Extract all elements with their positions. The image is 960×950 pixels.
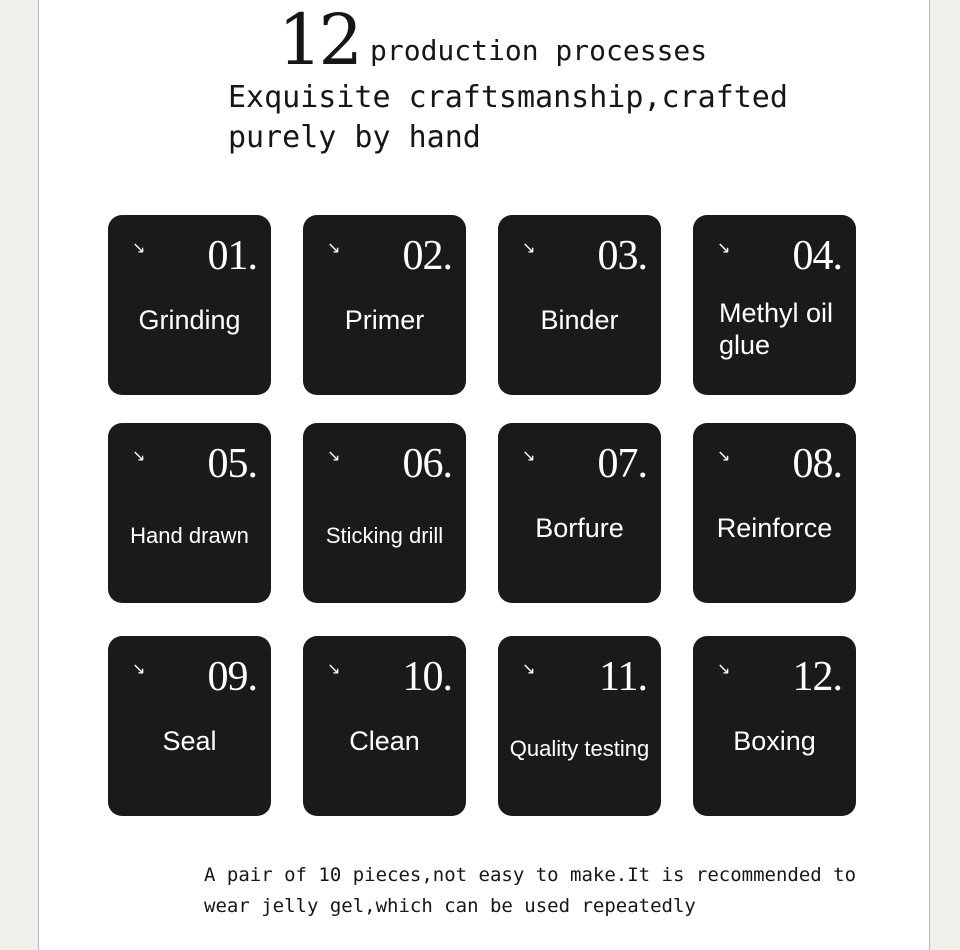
- arrow-down-right-icon: ↘: [327, 238, 341, 257]
- process-label: Binder: [540, 305, 619, 335]
- process-number: 12.: [792, 654, 842, 700]
- process-label: Seal: [162, 726, 217, 756]
- arrow-down-right-icon: ↘: [522, 446, 536, 465]
- process-number: 03.: [597, 233, 647, 279]
- process-number: 07.: [597, 441, 647, 487]
- arrow-down-right-icon: ↘: [132, 238, 146, 257]
- process-label: Grinding: [138, 305, 241, 335]
- process-card-02: [303, 215, 466, 395]
- process-label: Borfure: [535, 513, 624, 543]
- arrow-down-right-icon: ↘: [717, 659, 731, 678]
- page-title: production processes: [370, 34, 708, 67]
- process-label: Methyl oil glue: [719, 298, 834, 360]
- process-number: 11.: [599, 654, 647, 700]
- arrow-down-right-icon: ↘: [522, 659, 536, 678]
- process-card-09: [108, 636, 271, 816]
- process-card-04: [693, 215, 856, 395]
- arrow-down-right-icon: ↘: [717, 446, 731, 465]
- process-grid: [108, 215, 856, 817]
- process-number: 01.: [207, 233, 257, 279]
- arrow-down-right-icon: ↘: [132, 446, 146, 465]
- process-card-11: [498, 636, 661, 816]
- arrow-down-right-icon: ↘: [327, 446, 341, 465]
- process-number: 05.: [207, 441, 257, 487]
- process-number: 06.: [402, 441, 452, 487]
- page-subtitle: Exquisite craftsmanship,crafted purely by hand: [228, 80, 788, 155]
- process-label: Primer: [344, 305, 425, 335]
- process-card-10: [303, 636, 466, 816]
- arrow-down-right-icon: ↘: [132, 659, 146, 678]
- process-number: 02.: [402, 233, 452, 279]
- process-card-01: [108, 215, 271, 395]
- process-label: Quality testing: [509, 736, 650, 761]
- process-label: Sticking drill: [325, 523, 444, 548]
- process-number: 08.: [792, 441, 842, 487]
- process-card-06: [303, 423, 466, 603]
- arrow-down-right-icon: ↘: [717, 238, 731, 257]
- process-label: Reinforce: [716, 513, 833, 543]
- process-card-07: [498, 423, 661, 603]
- process-label: Boxing: [733, 726, 816, 756]
- process-card-08: [693, 423, 856, 603]
- process-card-05: [108, 423, 271, 603]
- process-number: 10.: [402, 654, 452, 700]
- arrow-down-right-icon: ↘: [327, 659, 341, 678]
- footer-note: A pair of 10 pieces,not easy to make.It is recommended to wear jelly gel,which can be used repeatedly: [204, 864, 857, 917]
- arrow-down-right-icon: ↘: [522, 238, 536, 257]
- process-label: Hand drawn: [130, 523, 249, 548]
- process-number: 04.: [792, 233, 842, 279]
- process-card-12: [693, 636, 856, 816]
- process-card-03: [498, 215, 661, 395]
- process-number: 09.: [207, 654, 257, 700]
- process-label: Clean: [349, 726, 420, 756]
- process-count: 12: [278, 0, 360, 81]
